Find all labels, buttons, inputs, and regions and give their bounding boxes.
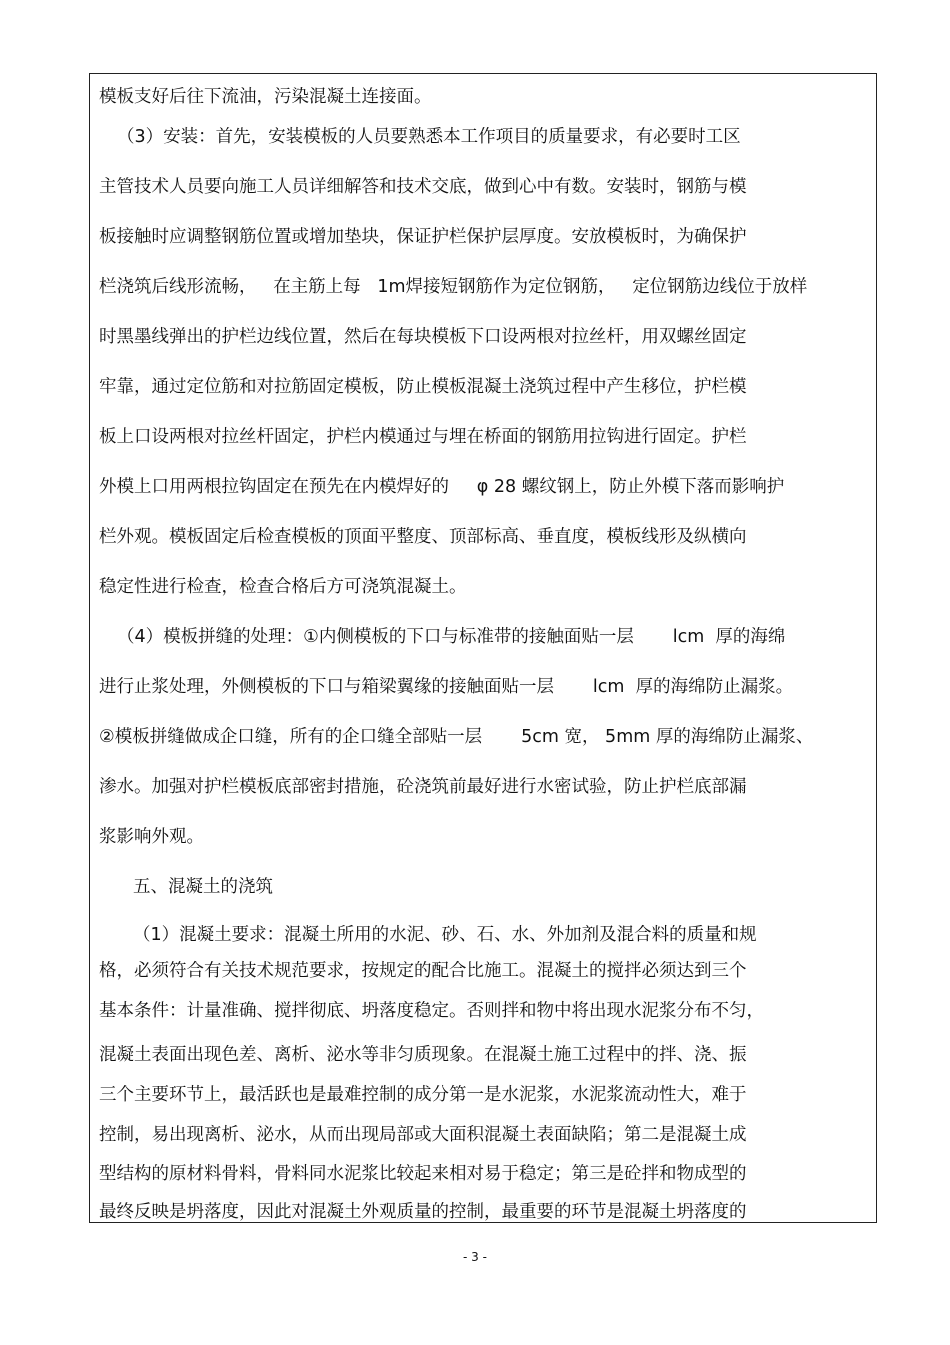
text-line: 时黑墨线弹出的护栏边线位置，然后在每块模板下口设两根对拉丝杆，用双螺丝固定 <box>99 327 747 347</box>
text-line: 进行止浆处理，外侧模板的下口与箱梁翼缘的接触面贴一层 lcm 厚的海绵防止漏浆。 <box>99 677 794 697</box>
text-line: 格，必须符合有关技术规范要求，按规定的配合比施工。混凝土的搅拌必须达到三个 <box>99 961 747 981</box>
text-line: 稳定性进行检查，检查合格后方可浇筑混凝土。 <box>99 577 467 597</box>
text-line: 渗水。加强对护栏模板底部密封措施，砼浇筑前最好进行水密试验，防止护栏底部漏 <box>99 777 747 797</box>
page-number: - 3 - <box>463 1250 487 1264</box>
text-line: 基本条件：计量准确、搅拌彻底、坍落度稳定。否则拌和物中将出现水泥浆分布不匀， <box>99 1001 764 1021</box>
text-line: （1）混凝土要求：混凝土所用的水泥、砂、石、水、外加剂及混合料的质量和规 <box>133 925 757 945</box>
text-line: 控制，易出现离析、泌水，从而出现局部或大面积混凝土表面缺陷；第二是混凝土成 <box>99 1125 747 1145</box>
text-line: 三个主要环节上，最活跃也是最难控制的成分第一是水泥浆，水泥浆流动性大，难于 <box>99 1085 747 1105</box>
text-line: 五、混凝土的浇筑 <box>133 877 273 897</box>
text-line: 模板支好后往下流油，污染混凝土连接面。 <box>99 87 432 107</box>
text-line: 栏外观。模板固定后检查模板的顶面平整度、顶部标高、垂直度，模板线形及纵横向 <box>99 527 747 547</box>
text-line: ②模板拼缝做成企口缝，所有的企口缝全部贴一层 5cm 宽， 5mm 厚的海绵防止漏浆、 <box>99 727 814 747</box>
text-line: （4）模板拼缝的处理：①内侧模板的下口与标准带的接触面贴一层 lcm 厚的海绵 <box>117 627 786 647</box>
text-line: 混凝土表面出现色差、离析、泌水等非匀质现象。在混凝土施工过程中的拌、浇、振 <box>99 1045 747 1065</box>
text-line: 浆影响外观。 <box>99 827 204 847</box>
text-line: 栏浇筑后线形流畅， 在主筋上每 1m焊接短钢筋作为定位钢筋， 定位钢筋边线位于放样 <box>99 277 808 297</box>
text-line: 外模上口用两根拉钩固定在预先在内模焊好的 φ 28 螺纹钢上，防止外模下落而影响护 <box>99 477 785 497</box>
text-line: 牢靠，通过定位筋和对拉筋固定模板，防止模板混凝土浇筑过程中产生移位，护栏模 <box>99 377 747 397</box>
text-line: 型结构的原材料骨料，骨料同水泥浆比较起来相对易于稳定；第三是砼拌和物成型的 <box>99 1164 747 1184</box>
text-line: 最终反映是坍落度，因此对混凝土外观质量的控制，最重要的环节是混凝土坍落度的 <box>99 1202 747 1222</box>
text-line: （3）安装：首先，安装模板的人员要熟悉本工作项目的质量要求，有必要时工区 <box>117 127 741 147</box>
text-line: 板上口设两根对拉丝杆固定，护栏内模通过与埋在桥面的钢筋用拉钩进行固定。护栏 <box>99 427 747 447</box>
text-line: 主管技术人员要向施工人员详细解答和技术交底，做到心中有数。安装时，钢筋与模 <box>99 177 747 197</box>
text-line: 板接触时应调整钢筋位置或增加垫块，保证护栏保护层厚度。安放模板时，为确保护 <box>99 227 747 247</box>
